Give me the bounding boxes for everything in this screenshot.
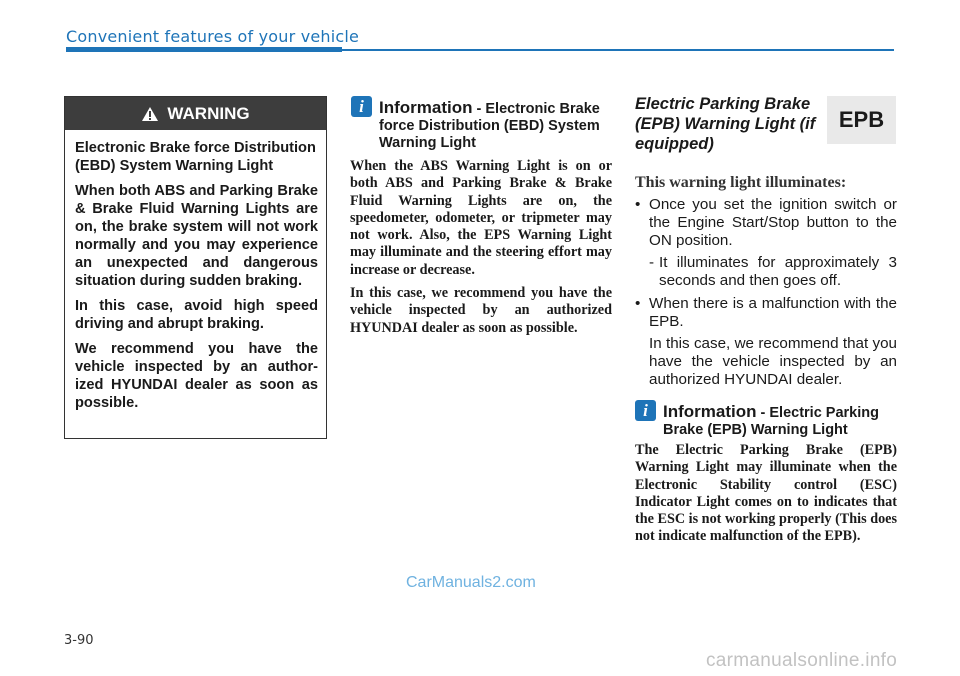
info-icon: i bbox=[351, 96, 372, 117]
epb-badge: EPB bbox=[827, 96, 896, 144]
warning-paragraph: When both ABS and Parking Brake & Brake Fluid Warning Lights are on, the brake system will not work normally and you may experience an unexpected and dangerous situation during sudden braking. bbox=[75, 183, 318, 289]
list-item-note: In this case, we recommend that you have the vehicle inspected by an authorized HYUNDAI dealer. bbox=[649, 335, 897, 388]
list-item: • Once you set the ignition switch or the Engine Start/Stop button to the ON position. bbox=[635, 196, 897, 250]
info-ebd-body bbox=[350, 158, 612, 343]
warning-triangle-icon bbox=[141, 106, 159, 122]
epb-section-title: Electric Parking Brake (EPB) Warning Light (if equipped) bbox=[635, 95, 816, 153]
info-icon: i bbox=[635, 400, 656, 421]
info-epb-body bbox=[635, 442, 897, 552]
epb-conditions-list bbox=[635, 196, 897, 389]
info-epb-title bbox=[663, 403, 899, 439]
info-epb-subject: - Electric Parking Brake (EPB) Warning Light bbox=[663, 405, 879, 438]
warning-body bbox=[65, 130, 326, 412]
warning-label: WARNING bbox=[167, 103, 250, 123]
info-ebd-title bbox=[379, 99, 611, 152]
page-number: 3-90 bbox=[64, 633, 94, 648]
info-ebd-paragraph: When the ABS Warning Light is on or both ABS and Parking Brake & Brake Fluid Warning Lights are on, the speedometer, odometer, or tripmeter may not work. Also, the EPS Warning Light may illuminate and the steering effort may increase or decrease. bbox=[350, 158, 612, 278]
info-ebd-subject: - Electronic Brake force Distribution (EBD) System Warning Light bbox=[379, 101, 600, 151]
list-item: • When there is a malfunction with the EPB. bbox=[635, 295, 897, 331]
warning-paragraph: We recommend you have the vehicle inspected by an author-ized HYUNDAI dealer as soon as possible. bbox=[75, 341, 318, 411]
list-subitem: - It illuminates for approximately 3 seconds and then goes off. bbox=[635, 254, 897, 290]
warning-heading: Electronic Brake force Distribution (EBD) System Warning Light bbox=[75, 140, 316, 174]
warning-box bbox=[64, 96, 327, 439]
warning-header bbox=[65, 97, 326, 130]
watermark: CarManuals2.com bbox=[406, 574, 536, 591]
header-rule-thin bbox=[342, 49, 894, 51]
header-rule-thick bbox=[66, 47, 342, 52]
epb-subheading: This warning light illuminates: bbox=[635, 174, 847, 191]
info-epb-paragraph: The Electric Parking Brake (EPB) Warning Light may illuminate when the Electronic Stability control (ESC) Indicator Light comes on to indicates that the ESC is not working properly (This does not indicate malfunction of the EPB). bbox=[635, 442, 897, 545]
warning-paragraph: In this case, avoid high speed driving and abrupt braking. bbox=[75, 298, 318, 332]
footer-site-text: carmanualsonline.info bbox=[706, 650, 898, 671]
info-label: Information bbox=[663, 402, 757, 421]
info-label: Information bbox=[379, 98, 473, 117]
info-ebd-paragraph: In this case, we recommend you have the vehicle inspected by an authorized HYUNDAI dealer as soon as possible. bbox=[350, 285, 612, 336]
section-header-title: Convenient features of your vehicle bbox=[66, 27, 360, 46]
